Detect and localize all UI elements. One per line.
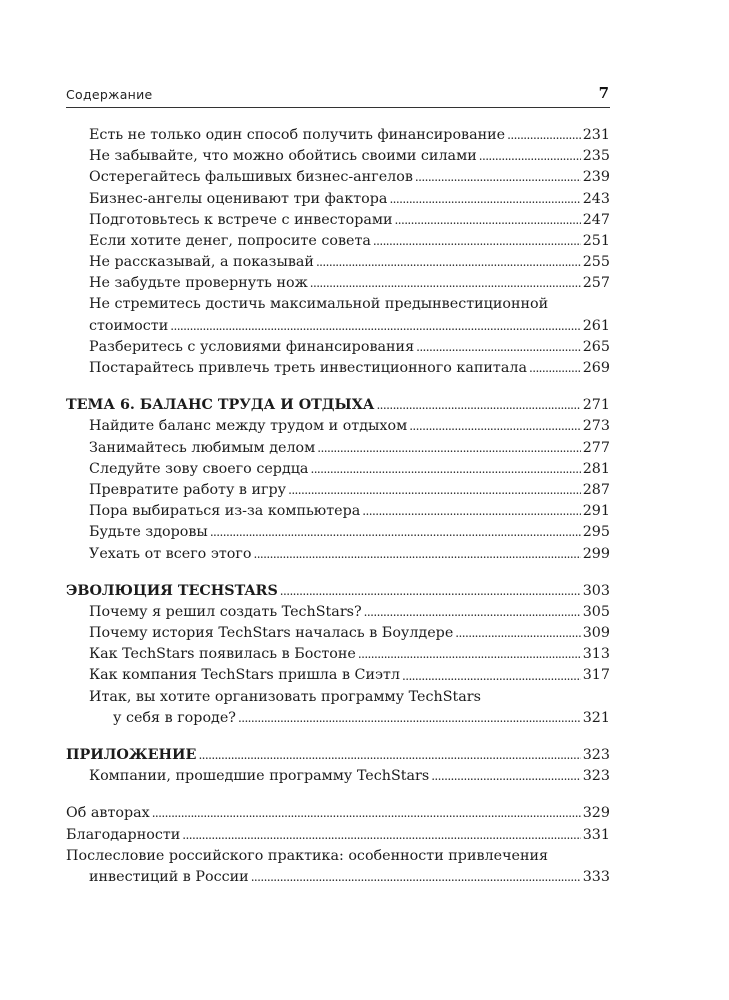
toc-section-page: 303 (582, 582, 610, 599)
dot-leader (529, 358, 581, 379)
toc-entry-title: Как TechStars появилась в Бостоне (89, 646, 356, 663)
toc-entry-page: 273 (582, 418, 610, 435)
toc-entry-title: Благодарности (66, 826, 181, 843)
toc-entry[interactable] (66, 167, 610, 188)
dot-leader (253, 544, 580, 565)
toc-entry[interactable] (66, 501, 610, 522)
dot-leader (310, 459, 580, 480)
toc-entry[interactable] (66, 666, 610, 687)
toc-entry-page: 287 (582, 481, 610, 498)
toc-entry[interactable] (66, 803, 610, 824)
section-gap (66, 787, 610, 803)
toc-entry-title: Будьте здоровы (89, 524, 208, 541)
toc-entry-title: Итак, вы хотите организовать программу TechStars (89, 688, 481, 705)
toc-entry[interactable] (66, 544, 610, 565)
toc-entry-title: Не забудьте провернуть нож (89, 275, 308, 292)
dot-leader (373, 231, 581, 252)
page-number: 7 (598, 84, 609, 102)
toc-entry[interactable] (66, 522, 610, 543)
dot-leader (152, 803, 581, 824)
toc-entry-page: 317 (582, 667, 610, 684)
dot-leader (251, 867, 581, 888)
toc-section-title: ЭВОЛЮЦИЯ TECHSTARS (66, 582, 278, 599)
toc-entry[interactable] (66, 252, 610, 273)
toc-entry-title-continued: у себя в городе? (113, 709, 236, 726)
section-gap (66, 379, 610, 395)
toc-entry[interactable] (66, 644, 610, 665)
toc-entry-title: Есть не только один способ получить финансирование (89, 126, 506, 143)
toc-entry-title: Превратите работу в игру (89, 481, 287, 498)
toc-entry[interactable] (66, 480, 610, 501)
dot-leader (182, 825, 580, 846)
dot-leader (479, 146, 581, 167)
toc-entry-title: Как компания TechStars пришла в Сиэтл (89, 667, 400, 684)
toc-entry[interactable] (66, 416, 610, 437)
toc-entry[interactable] (66, 125, 610, 146)
toc-entry-page: 309 (582, 625, 610, 642)
toc-entry[interactable] (66, 602, 610, 623)
toc-entry-title: Послесловие российского практика: особенности привлечения (66, 847, 549, 864)
toc-entry[interactable] (66, 337, 610, 358)
running-header-title: Содержание (66, 87, 153, 102)
toc-entry-page: 257 (582, 275, 610, 292)
dot-leader (409, 416, 581, 437)
toc-entry-continuation[interactable] (66, 867, 610, 888)
toc-entry-page: 329 (582, 805, 610, 822)
toc-section-page: 323 (582, 747, 610, 764)
header-divider (66, 107, 610, 108)
dot-leader (364, 602, 581, 623)
toc-entry-page: 261 (582, 317, 610, 334)
dot-leader (198, 745, 580, 766)
toc-entry[interactable] (66, 687, 610, 708)
section-gap (66, 565, 610, 581)
toc-section-heading[interactable] (66, 581, 610, 602)
toc-entry[interactable] (66, 295, 610, 316)
toc-entry-title: Подготовьтесь к встрече с инвесторами (89, 211, 393, 228)
dot-leader (288, 480, 581, 501)
dot-leader (362, 501, 580, 522)
toc-entry-title: Бизнес-ангелы оценивают три фактора (89, 190, 388, 207)
toc-entry-continuation[interactable] (66, 316, 610, 337)
toc-entry-page: 299 (582, 545, 610, 562)
toc-entry-page: 331 (582, 826, 610, 843)
toc-entry[interactable] (66, 825, 610, 846)
toc-entry-page: 323 (582, 768, 610, 785)
table-of-contents (66, 125, 610, 888)
toc-entry-page: 281 (582, 460, 610, 477)
toc-entry-title: Почему история TechStars началась в Боулдере (89, 625, 454, 642)
toc-section-title: ТЕМА 6. БАЛАНС ТРУДА И ОТДЫХА (66, 397, 375, 414)
toc-entry-page: 277 (582, 439, 610, 456)
dot-leader (316, 252, 581, 273)
toc-entry-title-continued: стоимости (89, 317, 169, 334)
dot-leader (416, 337, 581, 358)
dot-leader (210, 522, 581, 543)
dot-leader (310, 273, 581, 294)
dot-leader (389, 189, 580, 210)
toc-entry-page: 295 (582, 524, 610, 541)
toc-entry-page: 231 (582, 126, 610, 143)
toc-entry-title: Остерегайтесь фальшивых бизнес-ангелов (89, 169, 413, 186)
toc-entry-page: 291 (582, 503, 610, 520)
dot-leader (507, 125, 581, 146)
toc-entry-title: Компании, прошедшие программу TechStars (89, 768, 430, 785)
toc-entry-title: Не стремитесь достичь максимальной предынвестиционной (89, 296, 549, 313)
toc-entry-page: 243 (582, 190, 610, 207)
toc-entry[interactable] (66, 146, 610, 167)
dot-leader (395, 210, 581, 231)
toc-entry[interactable] (66, 210, 610, 231)
toc-entry[interactable] (66, 189, 610, 210)
toc-entry[interactable] (66, 438, 610, 459)
toc-entry-title: Постарайтесь привлечь треть инвестиционного капитала (89, 360, 527, 377)
toc-entry-title: Если хотите денег, попросите совета (89, 232, 371, 249)
dot-leader (415, 167, 581, 188)
toc-entry[interactable] (66, 459, 610, 480)
toc-entry-page: 255 (582, 254, 610, 271)
toc-entry-title: Уехать от всего этого (89, 545, 252, 562)
running-header (66, 84, 610, 106)
toc-entry-title: Не рассказывай, а показывай (89, 254, 314, 271)
dot-leader (358, 644, 581, 665)
dot-leader (402, 666, 581, 687)
section-gap (66, 729, 610, 745)
toc-entry-title-continued: инвестиций в России (89, 868, 249, 885)
toc-entry-page: 247 (582, 211, 610, 228)
toc-entry[interactable] (66, 358, 610, 379)
dot-leader (376, 395, 580, 416)
toc-entry-page: 313 (582, 646, 610, 663)
toc-entry[interactable] (66, 846, 610, 867)
toc-entry-title: Занимайтесь любимым делом (89, 439, 316, 456)
dot-leader (455, 623, 580, 644)
toc-entry-page: 235 (582, 148, 610, 165)
dot-leader (170, 316, 580, 337)
toc-entry[interactable] (66, 766, 610, 787)
toc-entry[interactable] (66, 623, 610, 644)
toc-entry-page: 333 (582, 868, 610, 885)
toc-entry-page: 251 (582, 232, 610, 249)
toc-entry-page: 265 (582, 338, 610, 355)
toc-section-heading[interactable] (66, 395, 610, 416)
dot-leader (280, 581, 581, 602)
dot-leader (238, 708, 581, 729)
toc-section-page: 271 (582, 397, 610, 414)
dot-leader (317, 438, 580, 459)
toc-entry-title: Разберитесь с условиями финансирования (89, 338, 415, 355)
toc-entry-title: Почему я решил создать TechStars? (89, 603, 362, 620)
toc-entry-page: 321 (582, 709, 610, 726)
toc-entry-continuation[interactable] (66, 708, 610, 729)
toc-entry-title: Следуйте зову своего сердца (89, 460, 309, 477)
toc-entry-title: Не забывайте, что можно обойтись своими силами (89, 148, 477, 165)
toc-entry[interactable] (66, 231, 610, 252)
toc-entry-title: Найдите баланс между трудом и отдыхом (89, 418, 408, 435)
toc-entry-page: 305 (582, 603, 610, 620)
toc-entry[interactable] (66, 273, 610, 294)
dot-leader (431, 766, 581, 787)
toc-entry-page: 239 (582, 169, 610, 186)
toc-entry-page: 269 (582, 360, 610, 377)
toc-section-title: ПРИЛОЖЕНИЕ (66, 747, 197, 764)
toc-entry-title: Об авторах (66, 805, 150, 822)
toc-entry-title: Пора выбираться из-за компьютера (89, 503, 361, 520)
toc-section-heading[interactable] (66, 745, 610, 766)
